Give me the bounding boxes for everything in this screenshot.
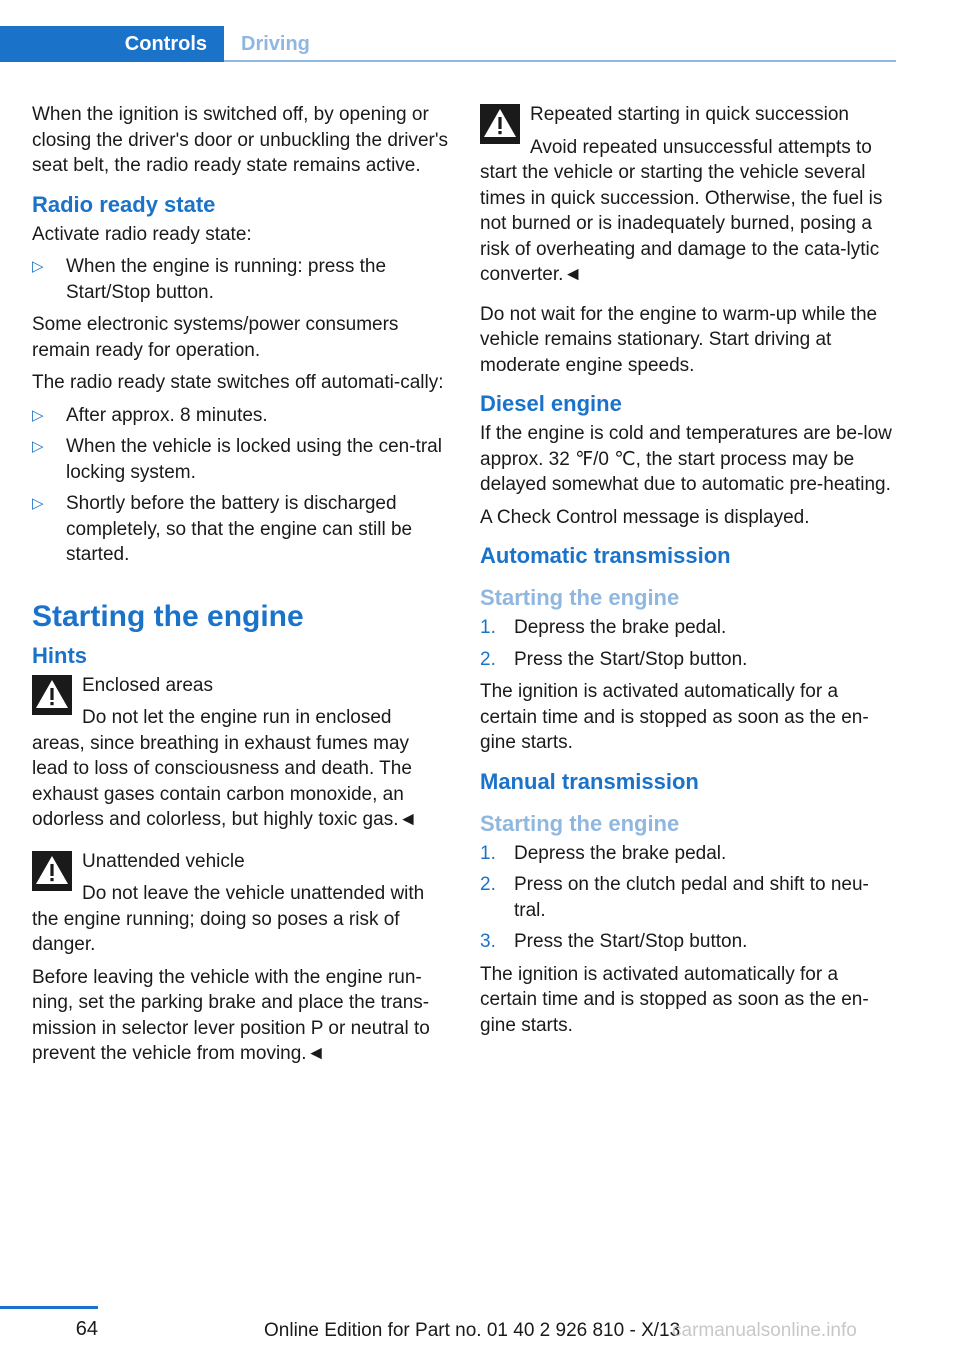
bullet-triangle-icon: ▷ xyxy=(32,406,44,424)
starting-engine-heading: Starting the engine xyxy=(32,599,304,633)
warning-triangle-icon xyxy=(480,104,520,144)
warm-up-paragraph: Do not wait for the engine to warm-up while the vehicle remains stationary. Start driving at moderate engine speeds. xyxy=(480,303,878,376)
warning-title: Enclosed areas xyxy=(82,674,213,696)
tab-driving: Driving xyxy=(241,32,310,55)
list-item: 3. Press the Start/Stop button. xyxy=(480,931,748,952)
warning-triangle-icon xyxy=(32,851,72,891)
auto-ignition-paragraph: The ignition is activated automatically for a certain time and is stopped as soon as the en‐gine starts. xyxy=(480,681,869,753)
warning-title: Repeated starting in quick succession xyxy=(530,104,849,125)
radio-activate-text: Activate radio ready state: xyxy=(32,223,252,245)
warning-unattended-vehicle xyxy=(32,849,448,958)
intro-paragraph: When the ignition is switched off, by opening or closing the driver's door or unbuckling the driver's seat belt, the radio ready state remains active. xyxy=(32,104,448,176)
radio-activate-list xyxy=(32,254,448,305)
radio-ready-heading: Radio ready state xyxy=(32,191,216,217)
hints-heading: Hints xyxy=(32,642,87,668)
page-header xyxy=(0,0,960,62)
manual-steps-list xyxy=(480,841,896,955)
warning-triangle-icon xyxy=(32,675,72,715)
bullet-triangle-icon: ▷ xyxy=(32,438,44,455)
header-rule xyxy=(224,60,896,62)
auto-starting-subheading: Starting the engine xyxy=(480,585,680,610)
warning-title: Unattended vehicle xyxy=(82,850,245,872)
footer-rule xyxy=(0,1306,98,1309)
automatic-transmission-heading: Automatic transmission xyxy=(480,543,731,568)
list-item: 1. Depress the brake pedal. xyxy=(480,617,727,638)
list-item: ▷ When the engine is running: press the Start/Stop button. xyxy=(32,256,387,303)
tab-controls: Controls xyxy=(0,26,224,62)
diesel-paragraph-2: A Check Control message is displayed. xyxy=(480,506,810,528)
warning-enclosed-areas xyxy=(32,673,448,833)
list-item: 1. Depress the brake pedal. xyxy=(480,842,727,864)
auto-steps-list xyxy=(480,615,896,672)
radio-off-list xyxy=(32,403,448,568)
manual-transmission-heading: Manual transmission xyxy=(480,768,699,794)
warning-body: Avoid repeated unsuccessful attempts to start the vehicle or starting the vehicle several times in quick succession. Otherwise, the fuel is not burned or is inadequately burned, posing a risk of overheating and damage to the cata‐lytic converter.◄ xyxy=(480,136,883,285)
warning-repeated-starting xyxy=(480,102,896,288)
edition-text: Online Edition for Part no. 01 40 2 926 810 - X/13 xyxy=(264,1320,681,1341)
list-item: ▷ After approx. 8 minutes. xyxy=(32,403,448,429)
bullet-triangle-icon: ▷ xyxy=(32,258,44,275)
radio-paragraph-3: The radio ready state switches off automati‐cally: xyxy=(32,372,444,393)
page-number: 64 xyxy=(75,1318,98,1340)
radio-paragraph-2: Some electronic systems/power consumers remain ready for operation. xyxy=(32,314,399,361)
watermark: carmanualsonline.info xyxy=(672,1320,857,1341)
list-item: 2. Press on the clutch pedal and shift to neu‐tral. xyxy=(480,874,869,921)
list-item: ▷ When the vehicle is locked using the cen‐tral locking system. xyxy=(32,436,442,483)
diesel-paragraph-1: If the engine is cold and temperatures are be‐low approx. 32 ℉/0 ℃, the start process may be delayed somewhat due to automatic pre‐heating. xyxy=(480,423,892,495)
diesel-engine-heading: Diesel engine xyxy=(480,391,622,416)
right-column xyxy=(480,102,896,1045)
warning-body: Do not let the engine run in enclosed areas, since breathing in exhaust fumes may lead to loss of consciousness and death. The exhaust gases contain carbon monoxide, an odorless and colorless, but highly toxic gas.◄ xyxy=(32,707,418,830)
list-item: ▷ Shortly before the battery is discharged completely, so that the engine can still be started. xyxy=(32,493,413,565)
manual-ignition-paragraph: The ignition is activated automatically for a certain time and is stopped as soon as the en‐gine starts. xyxy=(480,963,869,1036)
list-item: 2. Press the Start/Stop button. xyxy=(480,648,748,670)
leaving-vehicle-paragraph: Before leaving the vehicle with the engine run‐ning, set the parking brake and place the trans‐mission in selector lever position P or neutral to prevent the vehicle from moving.◄ xyxy=(32,966,430,1064)
left-column xyxy=(32,102,448,1074)
warning-body: Do not leave the vehicle unattended with the engine running; doing so poses a risk of danger. xyxy=(32,883,425,955)
bullet-triangle-icon: ▷ xyxy=(32,495,44,512)
manual-starting-subheading: Starting the engine xyxy=(480,810,680,836)
